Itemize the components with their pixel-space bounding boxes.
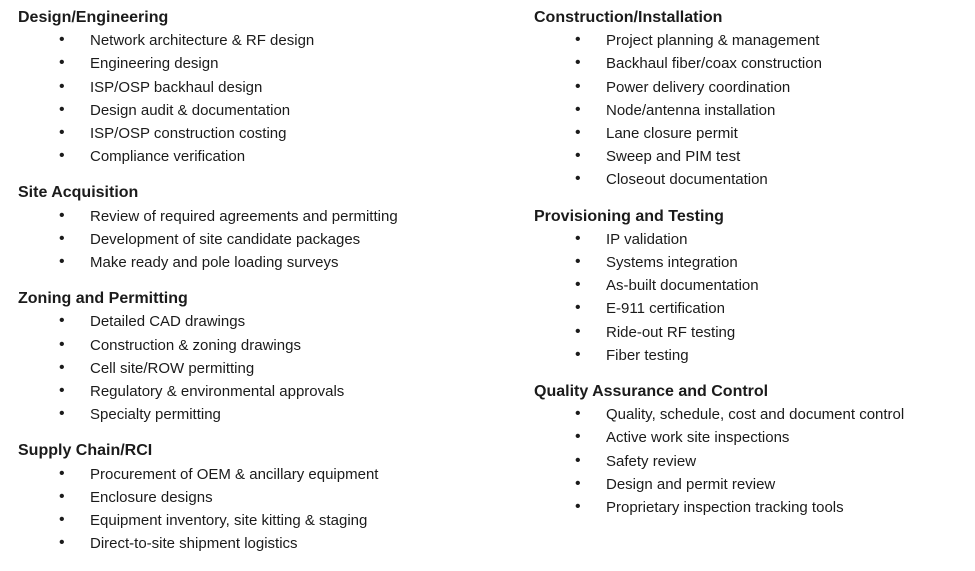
list-item-text: Detailed CAD drawings xyxy=(90,313,246,331)
list-item-text: ISP/OSP construction costing xyxy=(90,125,287,143)
list-item xyxy=(18,122,523,145)
bullet-icon: • xyxy=(59,382,65,400)
bullet-icon: • xyxy=(59,335,65,353)
list-item-text: Regulatory & environmental approvals xyxy=(90,383,345,401)
section-list xyxy=(18,310,523,426)
list-item-text: Proprietary inspection tracking tools xyxy=(606,499,844,517)
list-item xyxy=(18,509,523,532)
list-item xyxy=(534,251,972,274)
list-item xyxy=(534,426,972,449)
list-item-text: Specialty permitting xyxy=(90,406,221,424)
section-list xyxy=(534,403,972,519)
list-item-text: Equipment inventory, site kitting & staging xyxy=(90,512,368,530)
list-item xyxy=(18,99,523,122)
list-item-text: Ride-out RF testing xyxy=(606,323,736,341)
list-item xyxy=(18,310,523,333)
bullet-icon: • xyxy=(575,451,581,469)
service-section xyxy=(18,439,523,555)
bullet-icon: • xyxy=(59,312,65,330)
list-item-text: Engineering design xyxy=(90,55,219,73)
list-item-text: As-built documentation xyxy=(606,277,759,295)
list-item xyxy=(18,251,523,274)
bullet-icon: • xyxy=(59,124,65,142)
bullet-icon: • xyxy=(59,253,65,271)
list-item-text: Design and permit review xyxy=(606,475,776,493)
list-item xyxy=(18,205,523,228)
list-item-text: Power delivery coordination xyxy=(606,78,791,96)
list-item-text: Development of site candidate packages xyxy=(90,230,361,248)
section-list xyxy=(534,29,972,191)
list-item-text: Backhaul fiber/coax construction xyxy=(606,55,822,73)
section-list xyxy=(18,205,523,275)
list-item xyxy=(18,403,523,426)
section-title: Provisioning and Testing xyxy=(534,207,724,225)
service-section xyxy=(534,205,972,367)
bullet-icon: • xyxy=(575,77,581,95)
list-item-text: Safety review xyxy=(606,452,697,470)
section-list xyxy=(18,29,523,168)
list-item-text: Network architecture & RF design xyxy=(90,32,315,50)
list-item-text: Node/antenna installation xyxy=(606,101,776,119)
bullet-icon: • xyxy=(575,147,581,165)
bullet-icon: • xyxy=(59,534,65,552)
list-item xyxy=(534,168,972,191)
list-item-text: Direct-to-site shipment logistics xyxy=(90,535,298,553)
list-item-text: Compliance verification xyxy=(90,148,246,166)
list-item-text: Lane closure permit xyxy=(606,125,738,143)
bullet-icon: • xyxy=(575,124,581,142)
list-item-text: Active work site inspections xyxy=(606,429,790,447)
list-item-text: Sweep and PIM test xyxy=(606,148,741,166)
bullet-icon: • xyxy=(59,511,65,529)
bullet-icon: • xyxy=(59,229,65,247)
bullet-icon: • xyxy=(575,253,581,271)
list-item-text: Construction & zoning drawings xyxy=(90,336,301,354)
list-item xyxy=(18,532,523,555)
list-item-text: Review of required agreements and permitting xyxy=(90,207,398,225)
bullet-icon: • xyxy=(575,170,581,188)
list-item xyxy=(534,344,972,367)
list-item xyxy=(18,486,523,509)
service-section xyxy=(18,181,523,274)
service-section xyxy=(534,6,972,192)
list-item xyxy=(18,228,523,251)
service-section xyxy=(534,380,972,519)
bullet-icon: • xyxy=(59,405,65,423)
bullet-icon: • xyxy=(59,54,65,72)
section-title: Site Acquisition xyxy=(18,184,139,202)
list-item-text: Quality, schedule, cost and document control xyxy=(606,406,905,424)
list-item xyxy=(534,274,972,297)
bullet-icon: • xyxy=(575,299,581,317)
list-item xyxy=(18,380,523,403)
bullet-icon: • xyxy=(575,100,581,118)
bullet-icon: • xyxy=(59,77,65,95)
bullet-icon: • xyxy=(575,229,581,247)
list-item xyxy=(534,473,972,496)
section-list xyxy=(18,463,523,556)
service-section xyxy=(18,6,523,168)
section-title: Zoning and Permitting xyxy=(18,290,188,308)
bullet-icon: • xyxy=(59,464,65,482)
list-item xyxy=(534,297,972,320)
bullet-icon: • xyxy=(575,405,581,423)
list-item-text: Closeout documentation xyxy=(606,171,768,189)
list-item-text: Project planning & management xyxy=(606,32,820,50)
bullet-icon: • xyxy=(575,31,581,49)
list-item xyxy=(18,76,523,99)
list-item xyxy=(534,52,972,75)
bullet-icon: • xyxy=(59,358,65,376)
list-item-text: Enclosure designs xyxy=(90,488,213,506)
bullet-icon: • xyxy=(575,276,581,294)
list-item-text: ISP/OSP backhaul design xyxy=(90,78,263,96)
list-item xyxy=(534,76,972,99)
left-column xyxy=(18,6,523,555)
bullet-icon: • xyxy=(575,498,581,516)
list-item xyxy=(18,145,523,168)
section-title: Supply Chain/RCI xyxy=(18,442,153,460)
section-title: Quality Assurance and Control xyxy=(534,383,769,401)
list-item xyxy=(18,29,523,52)
list-item-text: Cell site/ROW permitting xyxy=(90,359,255,377)
list-item-text: Make ready and pole loading surveys xyxy=(90,254,339,272)
section-list xyxy=(534,228,972,367)
section-title: Construction/Installation xyxy=(534,9,723,26)
list-item xyxy=(18,463,523,486)
list-item-text: Fiber testing xyxy=(606,346,689,364)
bullet-icon: • xyxy=(575,474,581,492)
list-item xyxy=(534,403,972,426)
list-item xyxy=(534,321,972,344)
list-item xyxy=(18,357,523,380)
list-item-text: Procurement of OEM & ancillary equipment xyxy=(90,465,379,483)
bullet-icon: • xyxy=(575,54,581,72)
list-item xyxy=(534,496,972,519)
bullet-icon: • xyxy=(575,428,581,446)
bullet-icon: • xyxy=(59,100,65,118)
bullet-icon: • xyxy=(575,345,581,363)
list-item xyxy=(534,450,972,473)
service-section xyxy=(18,287,523,426)
list-item-text: E-911 certification xyxy=(606,300,725,318)
section-title: Design/Engineering xyxy=(18,9,169,26)
bullet-icon: • xyxy=(59,487,65,505)
list-item xyxy=(534,122,972,145)
list-item xyxy=(18,334,523,357)
list-item xyxy=(534,228,972,251)
bullet-icon: • xyxy=(59,147,65,165)
list-item xyxy=(534,145,972,168)
list-item xyxy=(534,99,972,122)
list-item-text: IP validation xyxy=(606,230,688,248)
right-column xyxy=(534,6,972,519)
bullet-icon: • xyxy=(59,206,65,224)
list-item xyxy=(18,52,523,75)
bullet-icon: • xyxy=(575,322,581,340)
list-item-text: Systems integration xyxy=(606,254,738,272)
list-item xyxy=(534,29,972,52)
bullet-icon: • xyxy=(59,31,65,49)
list-item-text: Design audit & documentation xyxy=(90,101,291,119)
